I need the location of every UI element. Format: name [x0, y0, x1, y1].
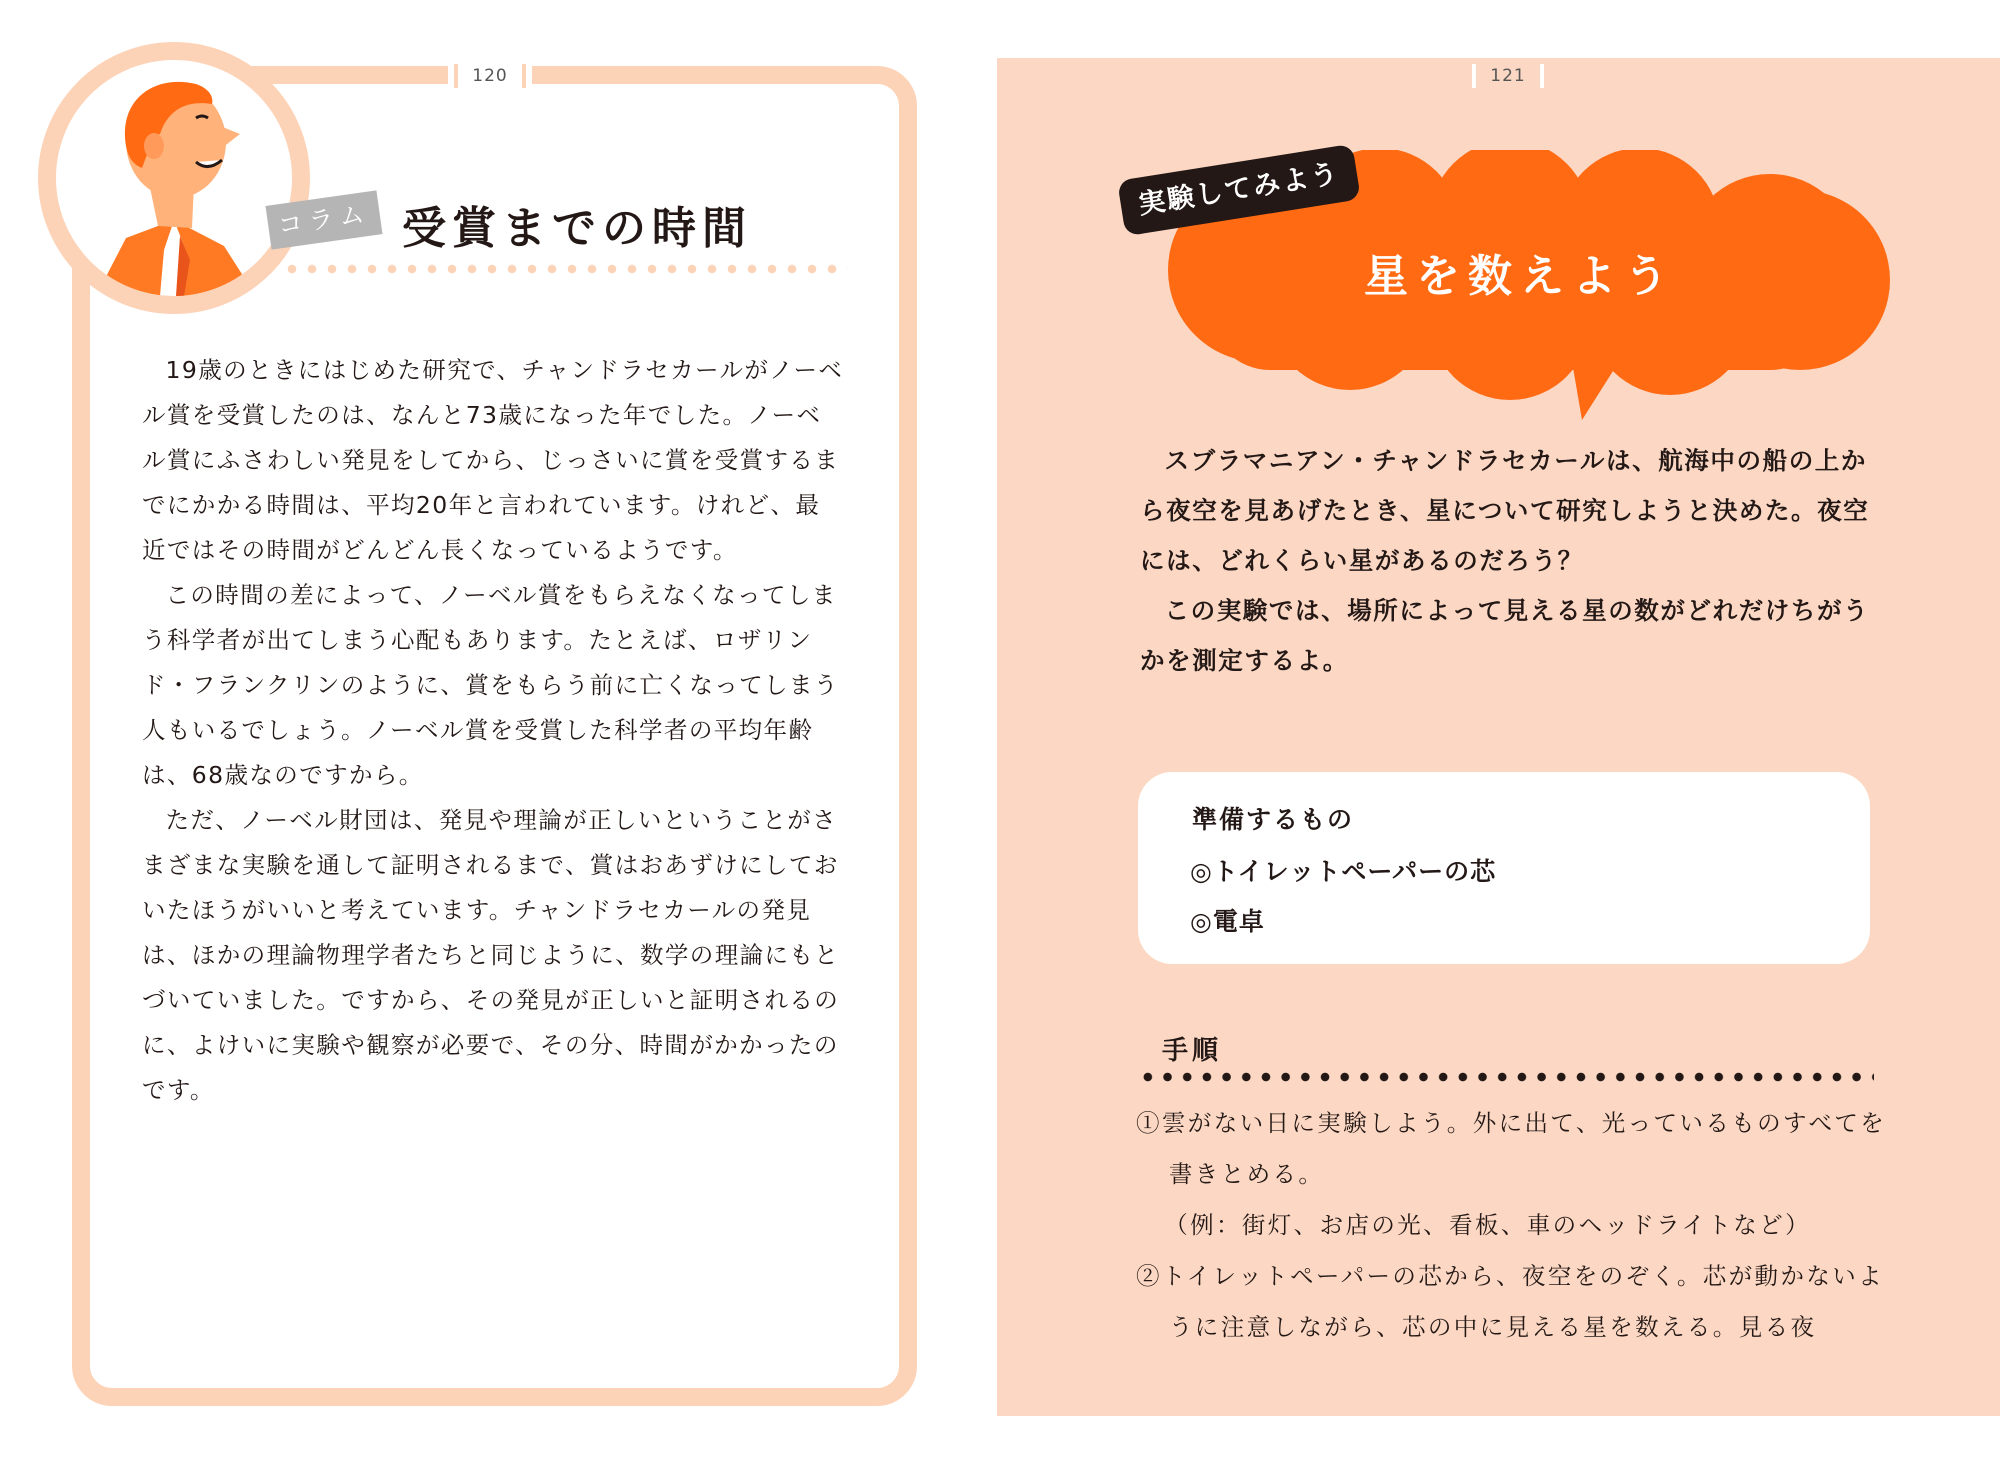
experiment-intro — [1140, 436, 1882, 686]
column-title: 受賞までの時間 — [402, 203, 752, 254]
page-number-left: 120 — [448, 60, 532, 92]
dotted-divider — [282, 264, 848, 274]
preparation-title: 準備するもの — [1192, 805, 1355, 834]
scientist-portrait — [38, 42, 310, 314]
steps-title: 手順 — [1162, 1036, 1223, 1066]
steps-list — [1136, 1098, 1888, 1353]
dotted-divider — [1138, 1071, 1874, 1083]
intro-paragraph: スブラマニアン・チャンドラセカールは、航海中の船の上から夜空を見あげたとき、星について研究しようと決めた。夜空には、どれくらい星があるのだろう？ — [1140, 446, 1870, 575]
preparation-item: ◎トイレットペーパーの芯 — [1190, 857, 1497, 886]
paragraph: 19歳のときにはじめた研究で、チャンドラセカールがノーベル賞を受賞したのは、なんと73歳になった年でした。ノーベル賞にふさわしい発見をしてから、じっさいに賞を受賞するまでにかかる時間は、平均20年と言われています。けれど、最近ではその時間がどんどん長くなっているようです。 — [142, 356, 844, 564]
experiment-title: 星を数えよう — [1364, 251, 1676, 302]
step-1: ①雲がない日に実験しよう。外に出て、光っているものすべてを書きとめる。 — [1136, 1109, 1887, 1188]
column-body — [142, 348, 844, 1113]
page-number-right: 121 — [1466, 60, 1550, 92]
intro-paragraph: この実験では、場所によって見える星の数がどれだけちがうかを測定するよ。 — [1140, 596, 1870, 675]
preparation-item: ◎電卓 — [1190, 907, 1265, 936]
experiment-tag: 実験してみよう — [1117, 144, 1361, 237]
column-tag: コラム — [265, 190, 382, 249]
step-2: ②トイレットペーパーの芯から、夜空をのぞく。芯が動かないように注意しながら、芯の中に見える星を数える。見る夜 — [1136, 1262, 1885, 1341]
paragraph: ただ、ノーベル財団は、発見や理論が正しいということがさまざまな実験を通して証明されるまで、賞はおあずけにしておいたほうがいいと考えています。チャンドラセカールの発見は、ほかの理論物理学者たちと同じように、数学の理論にもとづいていました。ですから、その発見が正しいと証明されるのに、よけいに実験や観察が必要で、その分、時間がかかったのです。 — [142, 806, 840, 1104]
paragraph: この時間の差によって、ノーベル賞をもらえなくなってしまう科学者が出てしまう心配もあります。たとえば、ロザリンド・フランクリンのように、賞をもらう前に亡くなってしまう人もいるでしょう。ノーベル賞を受賞した科学者の平均年齢は、68歳なのですから。 — [142, 581, 839, 789]
step-1-example: （例：街灯、お店の光、看板、車のヘッドライトなど） — [1164, 1211, 1811, 1239]
